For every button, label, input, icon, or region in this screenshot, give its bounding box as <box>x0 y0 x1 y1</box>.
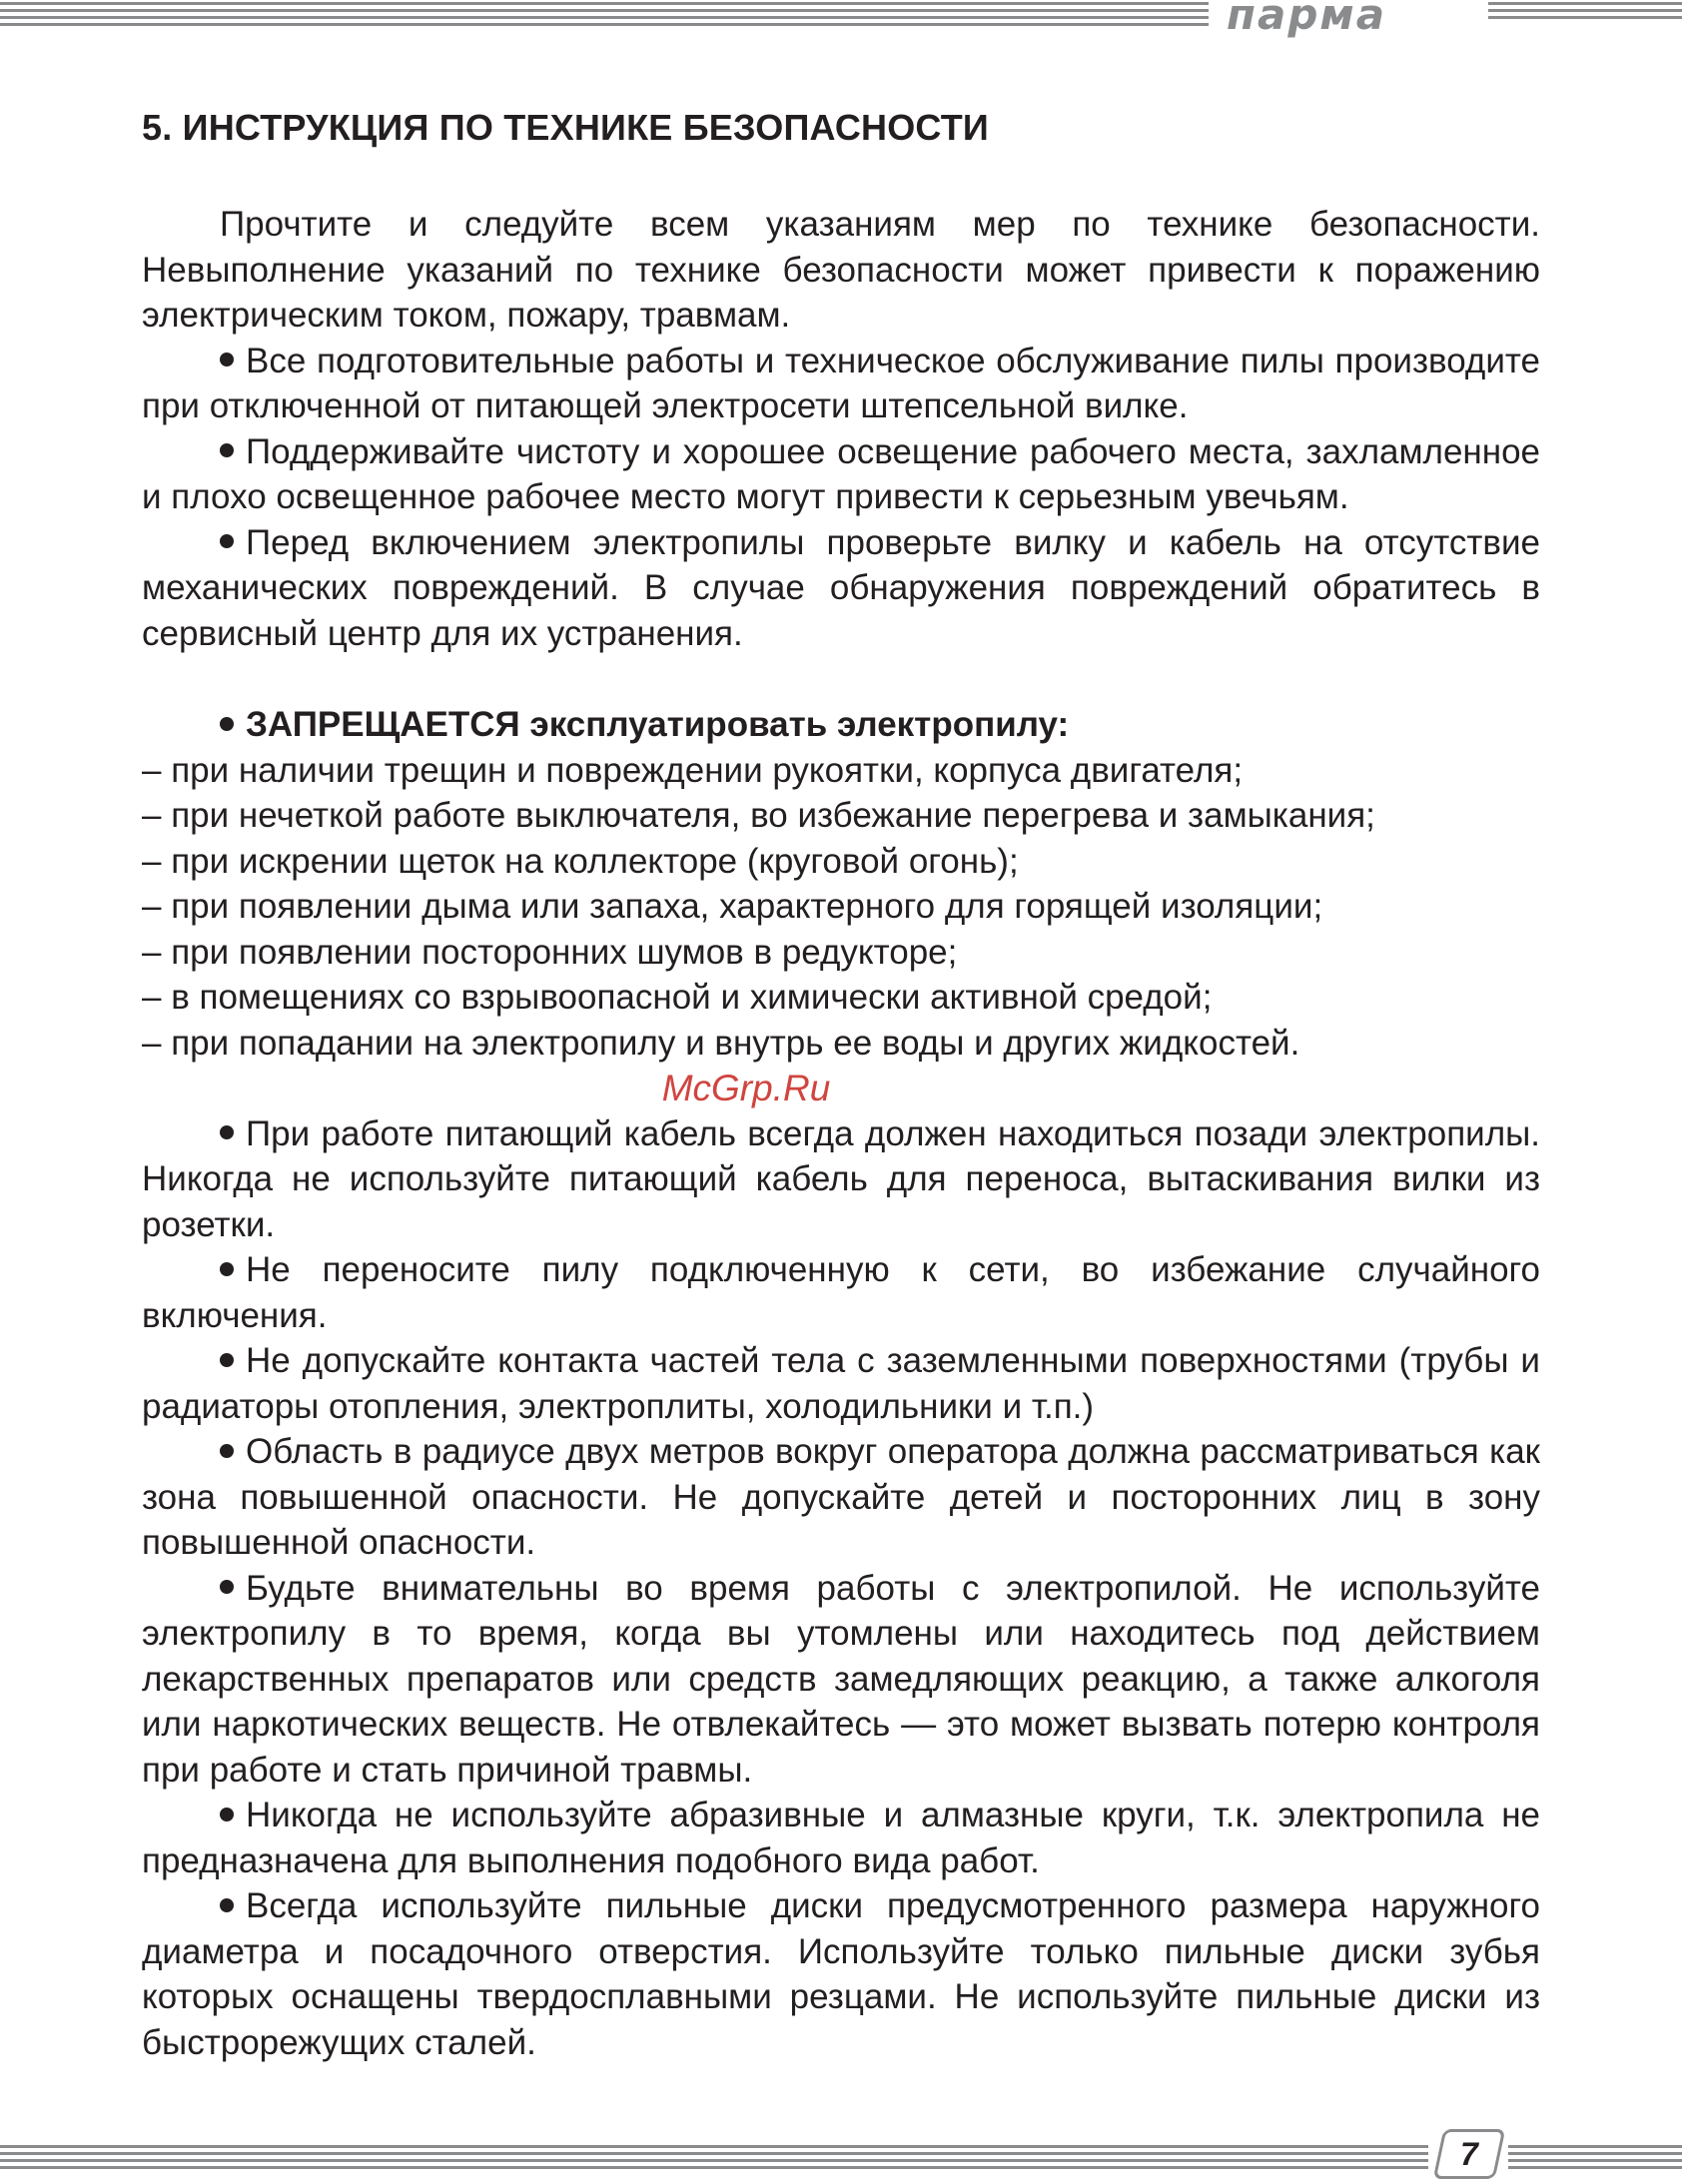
prohibited-item: – при попадании на электропилу и внутрь ее воды и других жидкостей. <box>142 1023 1300 1063</box>
prohibited-item: – при появлении посторонних шумов в редукторе; <box>142 932 958 972</box>
bullet-item: Никогда не используйте абразивные и алмазные круги, т.к. электропила не предназначена для выполнения подобного вида работ. <box>142 1793 1540 1883</box>
page-number: 7 <box>1460 2136 1478 2172</box>
brand-logo: парма <box>1227 0 1387 39</box>
section-title: 5. ИНСТРУКЦИЯ ПО ТЕХНИКЕ БЕЗОПАСНОСТИ <box>142 107 990 148</box>
page-content <box>142 100 1540 2065</box>
prohibited-item: – в помещениях со взрывоопасной и химически активной средой; <box>142 978 1213 1017</box>
header-stripes-right <box>1488 2 1682 23</box>
bullet-item: Все подготовительные работы и техническое обслуживание пилы производите при отключенной от питающей электросети штепсельной вилке. <box>142 339 1540 429</box>
footer-stripes <box>0 2145 1428 2173</box>
bullet-item: Не переносите пилу подключенную к сети, во избежание случайного включения. <box>142 1247 1540 1338</box>
bullet-item: Перед включением электропилы проверьте вилку и кабель на отсутствие механических повреждений. В случае обнаружения повреждений обратитесь в сервисный центр для их устранения. <box>142 520 1540 657</box>
bullet-item: Область в радиусе двух метров вокруг оператора должна рассматриваться как зона повышенной опасности. Не допускайте детей и посторонних лиц в зону повышенной опасности. <box>142 1429 1540 1566</box>
intro-paragraph: Прочтите и следуйте всем указаниям мер по технике безопасности. Невыполнение указаний по технике безопасности может привести к поражению электрическим током, пожару, травмам. <box>142 205 1540 335</box>
bullet-item: Не допускайте контакта частей тела с заземленными поверхностями (трубы и радиаторы отопления, электроплиты, холодильники и т.п.) <box>142 1338 1540 1429</box>
header-stripes <box>0 0 1209 32</box>
prohibited-rest: эксплуатировать электропилу: <box>529 705 1070 744</box>
page-number-box <box>1433 2129 1506 2179</box>
footer-stripes-right <box>1508 2145 1682 2173</box>
watermark-text: McGrp.Ru <box>661 1068 831 1108</box>
prohibited-item: – при искрении щеток на коллекторе (круговой огонь); <box>142 841 1019 881</box>
prohibited-strong: ЗАПРЕЩАЕТСЯ <box>246 705 520 744</box>
prohibited-item: – при наличии трещин и повреждении рукоятки, корпуса двигателя; <box>142 750 1244 790</box>
bullet-item: Поддерживайте чистоту и хорошее освещение рабочего места, захламленное и плохо освещенное рабочее место могут привести к серьезным увечьям. <box>142 429 1540 520</box>
bullet-item: Всегда используйте пильные диски предусмотренного размера наружного диаметра и посадочного отверстия. Используйте только пильные диски зубья которых оснащены твердосплавными резцами. Не используйте пильные диски из быстрорежущих сталей. <box>142 1883 1540 2065</box>
bullet-item: При работе питающий кабель всегда должен находиться позади электропилы. Никогда не используйте питающий кабель для переноса, вытаскивания вилки из розетки. <box>142 1111 1540 1248</box>
prohibited-item: – при нечеткой работе выключателя, во избежание перегрева и замыкания; <box>142 796 1375 835</box>
bullet-item: Будьте внимательны во время работы с электропилой. Не используйте электропилу в то время, когда вы утомлены или находитесь под действием лекарственных препаратов или средств замедляющих реакцию, а также алкоголя или наркотических веществ. Не отвлекайтесь — это может вызвать потерю контроля при работе и стать причиной травмы. <box>142 1566 1540 1794</box>
prohibited-item: – при появлении дыма или запаха, характерного для горящей изоляции; <box>142 887 1323 926</box>
prohibited-heading <box>142 702 1540 748</box>
